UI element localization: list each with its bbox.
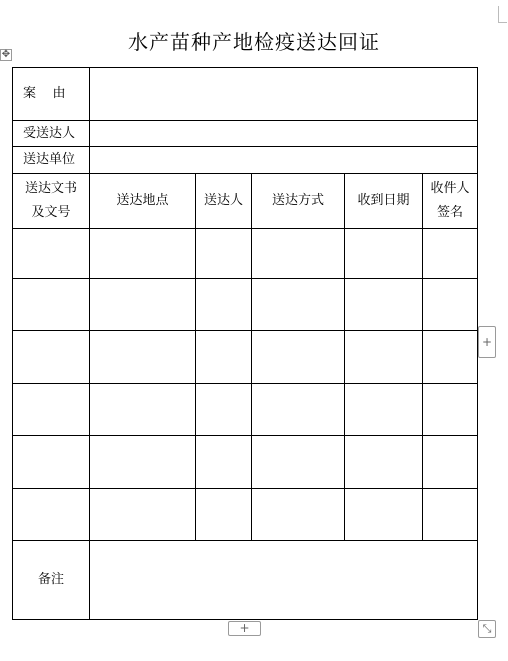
- table-cell[interactable]: [90, 229, 196, 279]
- remarks-label: 备注: [13, 541, 90, 620]
- table-cell[interactable]: [13, 229, 90, 279]
- table-row: [13, 331, 478, 384]
- table-cell[interactable]: [345, 384, 423, 436]
- remarks-value-cell[interactable]: [90, 541, 478, 620]
- table-row: [13, 436, 478, 489]
- table-cell[interactable]: [13, 279, 90, 331]
- table-cell[interactable]: [252, 436, 345, 489]
- table-cell[interactable]: [423, 384, 478, 436]
- table-cell[interactable]: [252, 489, 345, 541]
- table-cell[interactable]: [196, 384, 252, 436]
- table-cell[interactable]: [196, 489, 252, 541]
- page-corner-mark: [498, 6, 507, 23]
- table-row: [13, 229, 478, 279]
- table-cell[interactable]: [196, 331, 252, 384]
- case-label: 案 由: [13, 68, 90, 121]
- table-cell[interactable]: [252, 331, 345, 384]
- table-cell[interactable]: [13, 384, 90, 436]
- table-move-icon[interactable]: ✥: [1, 49, 11, 60]
- header-location: 送达地点: [90, 174, 196, 229]
- table-row: [13, 384, 478, 436]
- table-cell[interactable]: [423, 229, 478, 279]
- table-cell[interactable]: [196, 279, 252, 331]
- unit-value-cell[interactable]: [90, 147, 478, 174]
- case-value-cell[interactable]: [90, 68, 478, 121]
- table-cell[interactable]: [345, 229, 423, 279]
- recipient-value-cell[interactable]: [90, 121, 478, 147]
- table-cell[interactable]: [345, 436, 423, 489]
- table-cell[interactable]: [90, 331, 196, 384]
- table-cell[interactable]: [252, 384, 345, 436]
- table-cell[interactable]: [90, 436, 196, 489]
- table-cell[interactable]: [423, 436, 478, 489]
- add-row-button[interactable]: +: [228, 621, 261, 636]
- table-cell[interactable]: [90, 279, 196, 331]
- table-cell[interactable]: [423, 489, 478, 541]
- header-document: 送达文书 及文号: [13, 174, 90, 229]
- table-cell[interactable]: [13, 436, 90, 489]
- header-signature: 收件人 签名: [423, 174, 478, 229]
- page-title: 水产苗种产地检疫送达回证: [128, 30, 380, 54]
- table-cell[interactable]: [423, 279, 478, 331]
- add-column-button[interactable]: +: [478, 326, 496, 358]
- header-method: 送达方式: [252, 174, 345, 229]
- table-cell[interactable]: [13, 331, 90, 384]
- header-server: 送达人: [196, 174, 252, 229]
- table-cell[interactable]: [90, 489, 196, 541]
- table-cell[interactable]: [252, 229, 345, 279]
- table-cell[interactable]: [90, 384, 196, 436]
- table-cell[interactable]: [423, 331, 478, 384]
- table-resize-icon[interactable]: ⤡: [478, 620, 496, 638]
- table-cell[interactable]: [13, 489, 90, 541]
- table-row: [13, 489, 478, 541]
- table-cell[interactable]: [196, 436, 252, 489]
- table-cell[interactable]: [345, 279, 423, 331]
- table-cell[interactable]: [345, 489, 423, 541]
- table-cell[interactable]: [252, 279, 345, 331]
- delivery-receipt-table: [12, 67, 478, 620]
- header-received-date: 收到日期: [345, 174, 423, 229]
- table-cell[interactable]: [196, 229, 252, 279]
- table-row: [13, 279, 478, 331]
- table-cell[interactable]: [345, 331, 423, 384]
- recipient-label: 受送达人: [13, 121, 90, 147]
- unit-label: 送达单位: [13, 147, 90, 174]
